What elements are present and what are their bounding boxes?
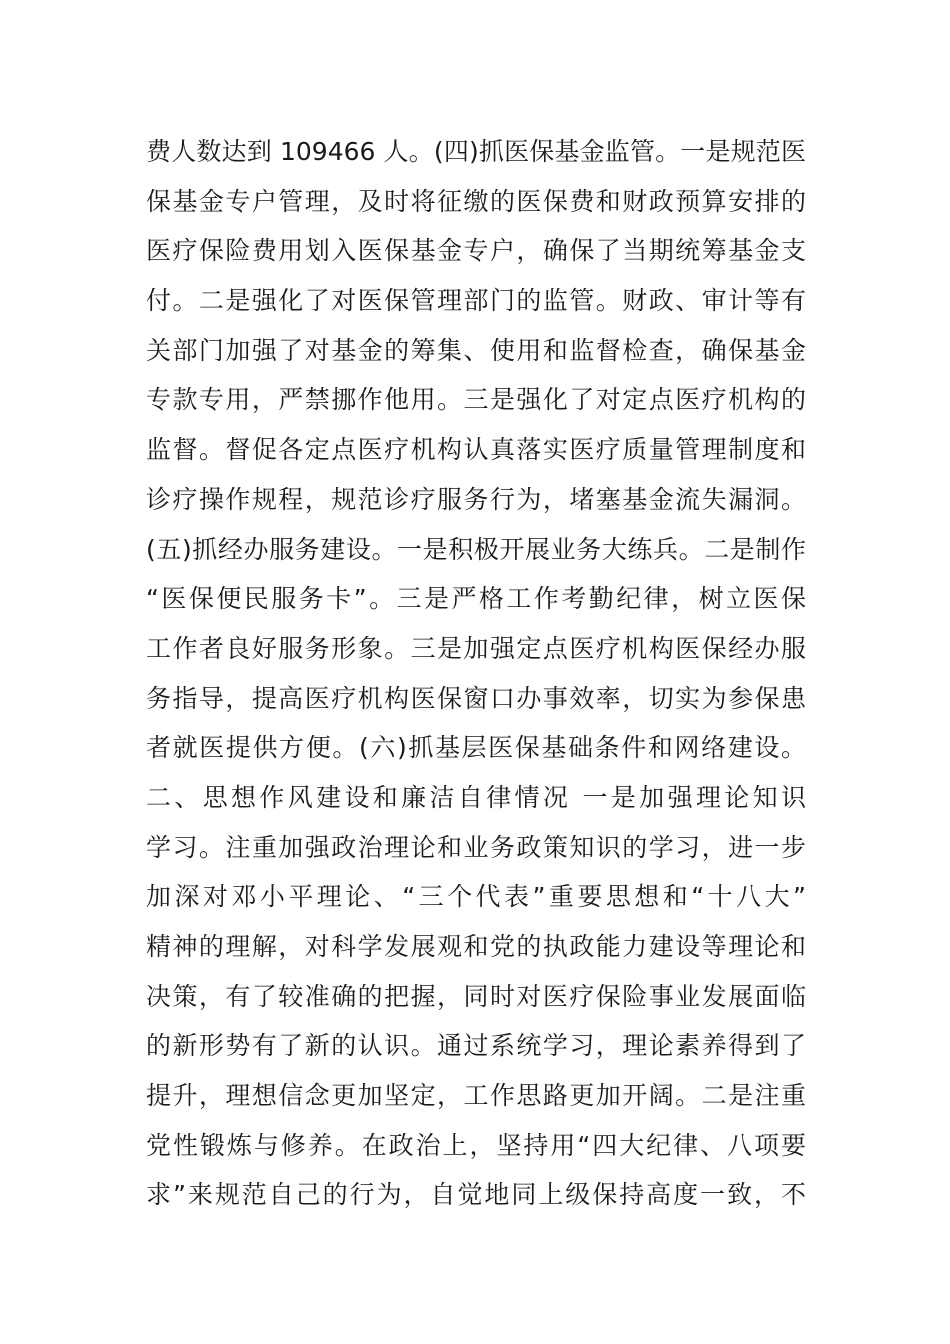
body-text (146, 127, 806, 1220)
text-line: 精神的理解，对科学发展观和党的执政能力建设等理论和 (146, 932, 806, 961)
text-line: 决策，有了较准确的把握，同时对医疗保险事业发展面临 (146, 981, 806, 1011)
text-line: 学习。注重加强政治理论和业务政策知识的学习，进一步 (146, 832, 806, 862)
text-line: (五)抓经办服务建设。一是积极开展业务大练兵。二是制作 (146, 534, 806, 564)
text-line: 关部门加强了对基金的筹集、使用和监督检查，确保基金 (146, 335, 806, 365)
text-line: 付。二是强化了对医保管理部门的监管。财政、审计等有 (146, 286, 806, 316)
text-line: 求”来规范自己的行为，自觉地同上级保持高度一致，不 (146, 1180, 806, 1210)
text-line: 加深对邓小平理论、“三个代表”重要思想和“十八大” (146, 882, 806, 912)
text-line: 工作者良好服务形象。三是加强定点医疗机构医保经办服 (146, 633, 806, 663)
text-line: 务指导，提高医疗机构医保窗口办事效率，切实为参保患 (146, 683, 806, 713)
text-line: 费人数达到 109466 人。(四)抓医保基金监管。一是规范医 (146, 137, 806, 166)
text-line: 的新形势有了新的认识。通过系统学习，理论素养得到了 (146, 1031, 806, 1061)
section-heading-line: 二、思想作风建设和廉洁自律情况 一是加强理论知识 (146, 782, 806, 812)
text-line: 党性锻炼与修养。在政治上，坚持用“四大纪律、八项要 (146, 1130, 806, 1160)
text-line: “医保便民服务卡”。三是严格工作考勤纪律，树立医保 (146, 584, 806, 614)
text-line: 监督。督促各定点医疗机构认真落实医疗质量管理制度和 (146, 435, 806, 465)
text-line: 医疗保险费用划入医保基金专户，确保了当期统筹基金支 (146, 236, 806, 266)
text-line: 诊疗操作规程，规范诊疗服务行为，堵塞基金流失漏洞。 (146, 484, 806, 514)
text-line: 提升，理想信念更加坚定，工作思路更加开阔。二是注重 (146, 1081, 806, 1111)
text-line: 者就医提供方便。(六)抓基层医保基础条件和网络建设。 (146, 733, 806, 763)
text-line: 专款专用，严禁挪作他用。三是强化了对定点医疗机构的 (146, 385, 806, 415)
text-line: 保基金专户管理，及时将征缴的医保费和财政预算安排的 (146, 186, 806, 216)
